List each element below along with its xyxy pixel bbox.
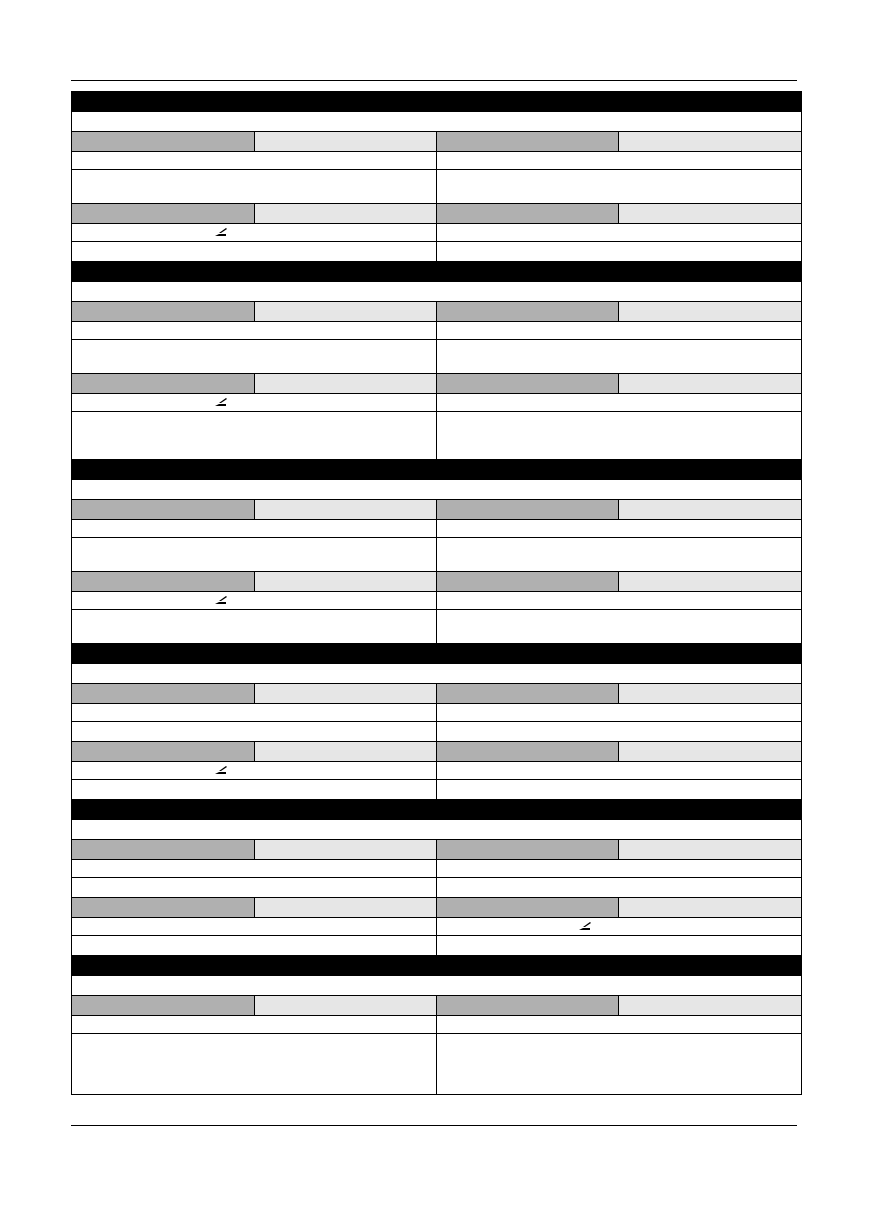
value-cell <box>72 1016 437 1033</box>
value-cell <box>72 704 437 721</box>
header-row <box>72 500 801 520</box>
value-cell <box>437 722 801 741</box>
header-cell <box>619 742 801 761</box>
value-cell <box>437 610 801 643</box>
header-cell <box>437 302 619 321</box>
header-cell <box>255 132 437 151</box>
header-cell <box>72 132 255 151</box>
header-cell <box>255 684 437 703</box>
foot-pedal-icon <box>578 920 592 932</box>
value-cell <box>72 224 437 241</box>
value-cell <box>72 538 437 571</box>
value-row <box>72 538 801 572</box>
header-row <box>72 572 801 592</box>
header-cell <box>72 204 255 223</box>
foot-pedal-icon <box>214 226 228 238</box>
header-cell <box>72 898 255 917</box>
header-cell <box>255 374 437 393</box>
header-cell <box>255 996 437 1015</box>
header-cell <box>255 302 437 321</box>
header-cell <box>437 204 619 223</box>
section-subtitle-row <box>72 976 801 996</box>
value-cell <box>437 242 801 261</box>
header-cell <box>619 684 801 703</box>
header-cell <box>72 742 255 761</box>
value-cell <box>437 340 801 373</box>
header-row <box>72 684 801 704</box>
header-rule <box>71 80 797 81</box>
value-cell <box>72 722 437 741</box>
value-row <box>72 918 801 936</box>
value-cell <box>72 1034 437 1094</box>
foot-pedal-icon <box>214 594 228 606</box>
value-cell <box>437 878 801 897</box>
header-cell <box>255 898 437 917</box>
value-cell <box>72 394 437 411</box>
value-row <box>72 936 801 956</box>
header-row <box>72 302 801 322</box>
section-title-bar <box>72 262 801 282</box>
value-row <box>72 394 801 412</box>
header-cell <box>255 742 437 761</box>
header-row <box>72 840 801 860</box>
header-cell <box>255 572 437 591</box>
header-cell <box>619 500 801 519</box>
value-row <box>72 762 801 780</box>
header-cell <box>437 684 619 703</box>
header-cell <box>72 374 255 393</box>
value-cell <box>72 412 437 459</box>
section-subtitle-row <box>72 664 801 684</box>
value-cell <box>437 1016 801 1033</box>
header-cell <box>255 840 437 859</box>
value-row <box>72 170 801 204</box>
value-row <box>72 520 801 538</box>
value-cell <box>72 520 437 537</box>
section-subtitle-row <box>72 112 801 132</box>
section-title-bar <box>72 644 801 664</box>
value-cell <box>72 762 437 779</box>
value-cell <box>437 860 801 877</box>
value-row <box>72 224 801 242</box>
header-cell <box>437 572 619 591</box>
foot-pedal-icon <box>214 764 228 776</box>
foot-pedal-icon <box>214 396 228 408</box>
value-row <box>72 860 801 878</box>
value-cell <box>72 592 437 609</box>
header-row <box>72 996 801 1016</box>
value-cell <box>72 340 437 373</box>
section-subtitle-row <box>72 480 801 500</box>
value-cell <box>72 610 437 643</box>
header-cell <box>437 132 619 151</box>
section-title-bar <box>72 800 801 820</box>
section-title-bar <box>72 460 801 480</box>
header-row <box>72 742 801 762</box>
value-cell <box>72 242 437 261</box>
header-cell <box>72 302 255 321</box>
value-cell <box>72 860 437 877</box>
value-cell <box>72 878 437 897</box>
value-cell <box>437 538 801 571</box>
value-row <box>72 722 801 742</box>
header-cell <box>619 898 801 917</box>
value-row <box>72 610 801 644</box>
header-cell <box>437 996 619 1015</box>
header-row <box>72 132 801 152</box>
value-cell <box>437 918 801 935</box>
header-cell <box>437 742 619 761</box>
value-row <box>72 412 801 460</box>
value-cell <box>437 224 801 241</box>
value-row <box>72 242 801 262</box>
header-cell <box>619 204 801 223</box>
value-cell <box>437 780 801 799</box>
value-cell <box>437 394 801 411</box>
value-row <box>72 780 801 800</box>
value-cell <box>437 152 801 169</box>
value-row <box>72 592 801 610</box>
header-cell <box>437 374 619 393</box>
value-cell <box>437 762 801 779</box>
value-cell <box>437 520 801 537</box>
header-cell <box>72 684 255 703</box>
value-cell <box>72 936 437 955</box>
header-cell <box>255 204 437 223</box>
header-cell <box>255 500 437 519</box>
header-row <box>72 898 801 918</box>
value-row <box>72 340 801 374</box>
parameter-table <box>71 91 802 1095</box>
value-cell <box>72 780 437 799</box>
header-cell <box>72 840 255 859</box>
header-cell <box>72 572 255 591</box>
value-row <box>72 1034 801 1094</box>
header-row <box>72 374 801 394</box>
value-cell <box>72 918 437 935</box>
header-cell <box>619 996 801 1015</box>
header-cell <box>619 572 801 591</box>
header-cell <box>619 840 801 859</box>
value-cell <box>437 322 801 339</box>
header-cell <box>72 500 255 519</box>
footer-rule <box>71 1125 797 1126</box>
value-cell <box>437 704 801 721</box>
header-cell <box>437 840 619 859</box>
value-row <box>72 322 801 340</box>
section-subtitle-row <box>72 820 801 840</box>
value-cell <box>72 170 437 203</box>
value-cell <box>437 1034 801 1094</box>
value-row <box>72 878 801 898</box>
section-title-bar <box>72 956 801 976</box>
value-cell <box>72 152 437 169</box>
value-cell <box>437 170 801 203</box>
header-cell <box>437 898 619 917</box>
header-row <box>72 204 801 224</box>
value-cell <box>437 936 801 955</box>
header-cell <box>72 996 255 1015</box>
section-subtitle-row <box>72 282 801 302</box>
value-cell <box>437 592 801 609</box>
value-row <box>72 1016 801 1034</box>
header-cell <box>619 132 801 151</box>
value-row <box>72 704 801 722</box>
value-cell <box>437 412 801 459</box>
header-cell <box>437 500 619 519</box>
section-title-bar <box>72 92 801 112</box>
value-cell <box>72 322 437 339</box>
header-cell <box>619 374 801 393</box>
header-cell <box>619 302 801 321</box>
value-row <box>72 152 801 170</box>
